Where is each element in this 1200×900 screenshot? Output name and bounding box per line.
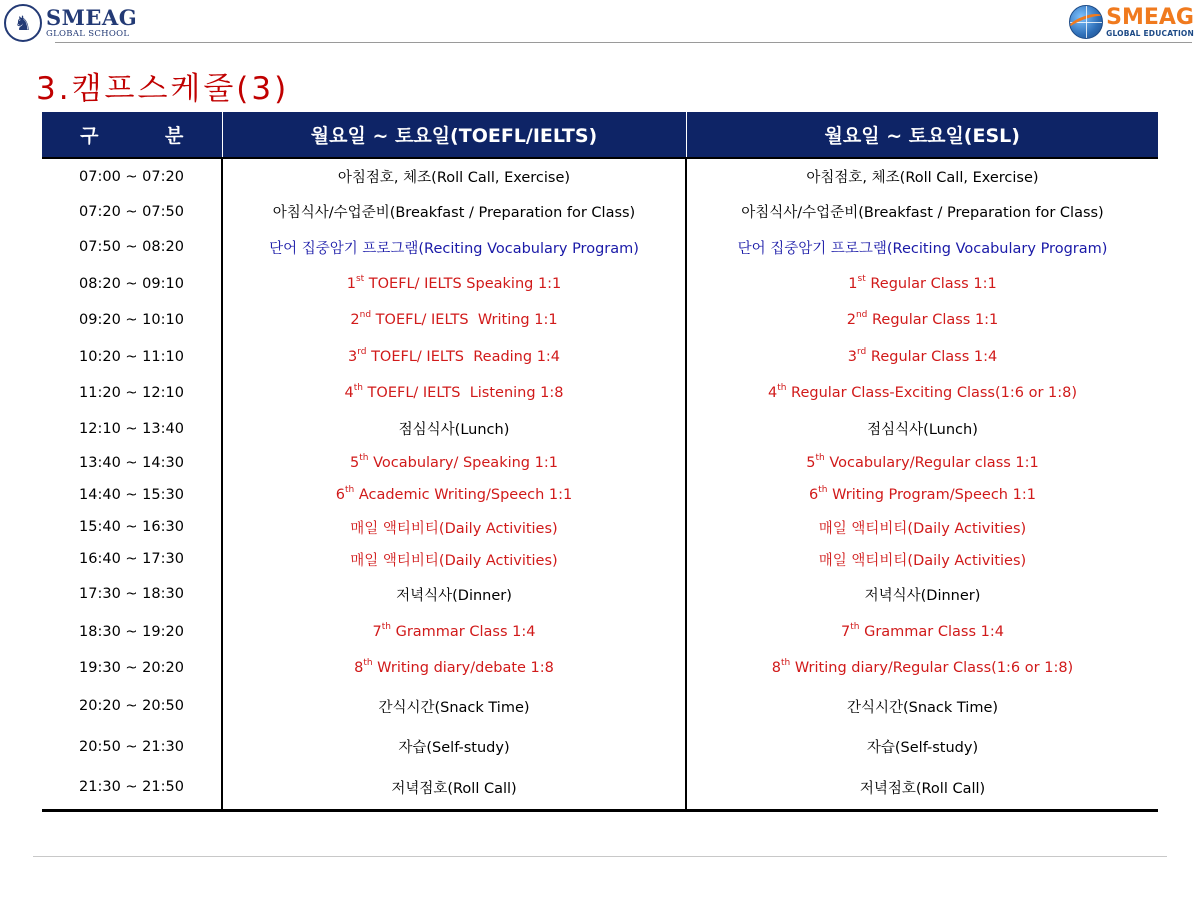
activity-text: 아침점호, 체조(Roll Call, Exercise) bbox=[806, 170, 1039, 186]
globe-icon bbox=[1069, 5, 1103, 39]
esl-activity-cell bbox=[686, 446, 1158, 479]
activity-text: Regular Class 1:1 bbox=[867, 312, 999, 328]
esl-activity-cell bbox=[686, 338, 1158, 375]
activity-text: Grammar Class 1:4 bbox=[390, 623, 536, 640]
ordinal-number: 2 bbox=[350, 312, 360, 328]
ordinal-suffix: th bbox=[363, 657, 373, 668]
table-row bbox=[42, 302, 1158, 338]
activity-text: Grammar Class 1:4 bbox=[859, 623, 1004, 640]
table-row bbox=[42, 265, 1158, 302]
ordinal-number: 6 bbox=[809, 487, 819, 503]
esl-activity-cell bbox=[686, 685, 1158, 727]
activity-text: 매일 액티비티(Daily Activities) bbox=[350, 552, 558, 569]
table-row bbox=[42, 375, 1158, 411]
activity-text: 저녁식사(Dinner) bbox=[396, 587, 512, 604]
esl-activity-cell bbox=[686, 543, 1158, 575]
ordinal-number: 4 bbox=[767, 385, 778, 401]
ordinal-suffix: th bbox=[359, 452, 369, 463]
ordinal-suffix: st bbox=[355, 273, 365, 284]
time-cell: 07:00 ~ 07:20 bbox=[79, 168, 184, 185]
ordinal-suffix: th bbox=[818, 485, 828, 495]
toefl-activity-cell bbox=[222, 685, 686, 727]
ordinal-number: 1 bbox=[346, 275, 356, 292]
activity-text: Regular Class 1:4 bbox=[866, 348, 998, 365]
toefl-activity-cell bbox=[222, 766, 686, 810]
toefl-activity-cell bbox=[222, 265, 686, 302]
ordinal-suffix: th bbox=[353, 383, 363, 393]
activity-text: 저녁점호(Roll Call) bbox=[391, 780, 517, 797]
esl-activity-cell bbox=[686, 158, 1158, 194]
table-row bbox=[42, 411, 1158, 446]
time-cell: 17:30 ~ 18:30 bbox=[79, 586, 184, 602]
activity-text: Writing Program/Speech 1:1 bbox=[827, 487, 1036, 503]
time-cell: 08:20 ~ 09:10 bbox=[79, 275, 184, 292]
esl-activity-cell bbox=[686, 650, 1158, 685]
left-logo-name: SMEAG bbox=[46, 5, 138, 31]
table-row bbox=[42, 479, 1158, 511]
header-esl: 월요일 ~ 토요일(ESL) bbox=[686, 112, 1158, 158]
ordinal-suffix: nd bbox=[855, 310, 868, 320]
toefl-activity-cell bbox=[222, 613, 686, 650]
esl-activity-cell bbox=[686, 613, 1158, 650]
time-cell: 09:20 ~ 10:10 bbox=[79, 312, 184, 328]
footer-divider bbox=[33, 856, 1167, 857]
activity-text: Academic Writing/Speech 1:1 bbox=[354, 487, 573, 503]
toefl-activity-cell bbox=[222, 727, 686, 766]
activity-text: 저녁식사(Dinner) bbox=[864, 587, 981, 604]
ordinal-suffix: th bbox=[781, 657, 791, 668]
toefl-activity-cell bbox=[222, 302, 686, 338]
esl-activity-cell bbox=[686, 229, 1158, 265]
ordinal-suffix: th bbox=[381, 621, 391, 632]
table-row bbox=[42, 446, 1158, 479]
activity-text: 매일 액티비티(Daily Activities) bbox=[818, 552, 1027, 569]
time-cell: 07:50 ~ 08:20 bbox=[79, 239, 184, 255]
time-cell: 18:30 ~ 19:20 bbox=[79, 623, 184, 640]
activity-text: Regular Class 1:1 bbox=[865, 275, 997, 292]
schedule-body bbox=[42, 158, 1158, 810]
time-cell: 14:40 ~ 15:30 bbox=[79, 487, 184, 503]
esl-activity-cell bbox=[686, 511, 1158, 543]
table-row bbox=[42, 613, 1158, 650]
header-category: 구 분 bbox=[42, 112, 222, 158]
activity-text: TOEFL/ IELTS Writing 1:1 bbox=[371, 312, 558, 328]
ordinal-number: 1 bbox=[848, 275, 858, 292]
table-row bbox=[42, 543, 1158, 575]
table-header-row bbox=[42, 112, 1158, 158]
time-cell: 10:20 ~ 11:10 bbox=[79, 348, 184, 365]
activity-text: Vocabulary/Regular class 1:1 bbox=[824, 454, 1039, 471]
ordinal-number: 3 bbox=[347, 348, 358, 365]
smeag-global-education-logo bbox=[1069, 4, 1194, 40]
toefl-activity-cell bbox=[222, 375, 686, 411]
table-row bbox=[42, 229, 1158, 265]
time-cell: 07:20 ~ 07:50 bbox=[79, 203, 184, 220]
esl-activity-cell bbox=[686, 265, 1158, 302]
header-divider bbox=[55, 42, 1192, 43]
time-cell: 20:50 ~ 21:30 bbox=[79, 738, 184, 755]
activity-text: 매일 액티비티(Daily Activities) bbox=[350, 520, 558, 537]
camp-schedule-table bbox=[42, 112, 1158, 812]
esl-activity-cell bbox=[686, 479, 1158, 511]
activity-text: 아침식사/수업준비(Breakfast / Preparation for Class) bbox=[272, 205, 636, 221]
activity-text: 단어 집중암기 프로그램(Reciting Vocabulary Program) bbox=[269, 240, 639, 257]
toefl-activity-cell bbox=[222, 411, 686, 446]
ordinal-number: 2 bbox=[846, 312, 856, 328]
time-cell: 20:20 ~ 20:50 bbox=[79, 698, 184, 714]
activity-text: Writing diary/Regular Class(1:6 or 1:8) bbox=[790, 659, 1074, 676]
ordinal-suffix: th bbox=[815, 452, 825, 463]
ordinal-suffix: rd bbox=[357, 346, 367, 357]
esl-activity-cell bbox=[686, 766, 1158, 810]
time-cell: 12:10 ~ 13:40 bbox=[79, 420, 184, 437]
time-cell: 11:20 ~ 12:10 bbox=[79, 385, 184, 401]
activity-text: 아침점호, 체조(Roll Call, Exercise) bbox=[337, 170, 571, 186]
toefl-activity-cell bbox=[222, 194, 686, 229]
activity-text: 점심식사(Lunch) bbox=[867, 422, 978, 438]
table-row bbox=[42, 685, 1158, 727]
toefl-activity-cell bbox=[222, 543, 686, 575]
ordinal-number: 8 bbox=[771, 659, 782, 676]
ordinal-number: 6 bbox=[335, 487, 345, 503]
ordinal-suffix: th bbox=[850, 621, 860, 632]
toefl-activity-cell bbox=[222, 511, 686, 543]
toefl-activity-cell bbox=[222, 650, 686, 685]
table-row bbox=[42, 194, 1158, 229]
table-row bbox=[42, 338, 1158, 375]
ordinal-number: 3 bbox=[847, 348, 858, 365]
activity-text: TOEFL/ IELTS Speaking 1:1 bbox=[364, 275, 562, 292]
activity-text: Regular Class-Exciting Class(1:6 or 1:8) bbox=[786, 385, 1078, 401]
table-row bbox=[42, 727, 1158, 766]
toefl-activity-cell bbox=[222, 158, 686, 194]
activity-text: 간식시간(Snack Time) bbox=[378, 699, 530, 716]
activity-text: TOEFL/ IELTS Reading 1:4 bbox=[366, 348, 561, 365]
smeag-global-school-logo bbox=[4, 2, 137, 44]
toefl-activity-cell bbox=[222, 575, 686, 613]
activity-text: 아침식사/수업준비(Breakfast / Preparation for Class) bbox=[741, 205, 1104, 221]
time-cell: 15:40 ~ 16:30 bbox=[79, 519, 184, 535]
activity-text: Vocabulary/ Speaking 1:1 bbox=[368, 454, 558, 471]
esl-activity-cell bbox=[686, 194, 1158, 229]
activity-text: 단어 집중암기 프로그램(Reciting Vocabulary Program) bbox=[737, 240, 1108, 257]
toefl-activity-cell bbox=[222, 229, 686, 265]
ordinal-suffix: rd bbox=[857, 346, 867, 357]
esl-activity-cell bbox=[686, 375, 1158, 411]
activity-text: 자습(Self-study) bbox=[398, 740, 510, 756]
toefl-activity-cell bbox=[222, 479, 686, 511]
toefl-activity-cell bbox=[222, 446, 686, 479]
header-toefl-ielts: 월요일 ~ 토요일(TOEFL/IELTS) bbox=[222, 112, 686, 158]
activity-text: Writing diary/debate 1:8 bbox=[372, 659, 554, 676]
left-logo-subtitle: GLOBAL SCHOOL bbox=[46, 29, 130, 40]
ordinal-number: 7 bbox=[841, 623, 851, 640]
esl-activity-cell bbox=[686, 727, 1158, 766]
toefl-activity-cell bbox=[222, 338, 686, 375]
time-cell: 13:40 ~ 14:30 bbox=[79, 454, 184, 471]
activity-text: 매일 액티비티(Daily Activities) bbox=[818, 520, 1027, 537]
ordinal-suffix: th bbox=[777, 383, 787, 393]
ordinal-suffix: nd bbox=[359, 310, 372, 320]
ordinal-suffix: th bbox=[344, 485, 355, 495]
right-logo-subtitle: GLOBAL EDUCATION bbox=[1106, 28, 1194, 38]
ordinal-number: 7 bbox=[372, 623, 382, 640]
right-logo-name: SMEAG bbox=[1106, 4, 1194, 30]
page-title: 3.캠프스케줄(3) bbox=[36, 71, 290, 107]
time-cell: 16:40 ~ 17:30 bbox=[79, 551, 184, 567]
activity-text: 저녁점호(Roll Call) bbox=[859, 780, 986, 797]
horse-emblem-icon: ♞ bbox=[4, 4, 42, 42]
activity-text: 자습(Self-study) bbox=[866, 740, 979, 756]
ordinal-number: 5 bbox=[350, 454, 360, 471]
activity-text: 간식시간(Snack Time) bbox=[846, 699, 999, 716]
table-row bbox=[42, 158, 1158, 194]
table-row bbox=[42, 511, 1158, 543]
time-cell: 21:30 ~ 21:50 bbox=[42, 766, 222, 810]
ordinal-number: 5 bbox=[806, 454, 816, 471]
esl-activity-cell bbox=[686, 411, 1158, 446]
esl-activity-cell bbox=[686, 302, 1158, 338]
table-row bbox=[42, 766, 1158, 810]
activity-text: 점심식사(Lunch) bbox=[398, 422, 510, 438]
table-row bbox=[42, 650, 1158, 685]
time-cell: 19:30 ~ 20:20 bbox=[79, 659, 184, 676]
activity-text: TOEFL/ IELTS Listening 1:8 bbox=[362, 385, 564, 401]
ordinal-number: 8 bbox=[354, 659, 364, 676]
esl-activity-cell bbox=[686, 575, 1158, 613]
table-row bbox=[42, 575, 1158, 613]
ordinal-number: 4 bbox=[344, 385, 354, 401]
ordinal-suffix: st bbox=[857, 273, 866, 284]
